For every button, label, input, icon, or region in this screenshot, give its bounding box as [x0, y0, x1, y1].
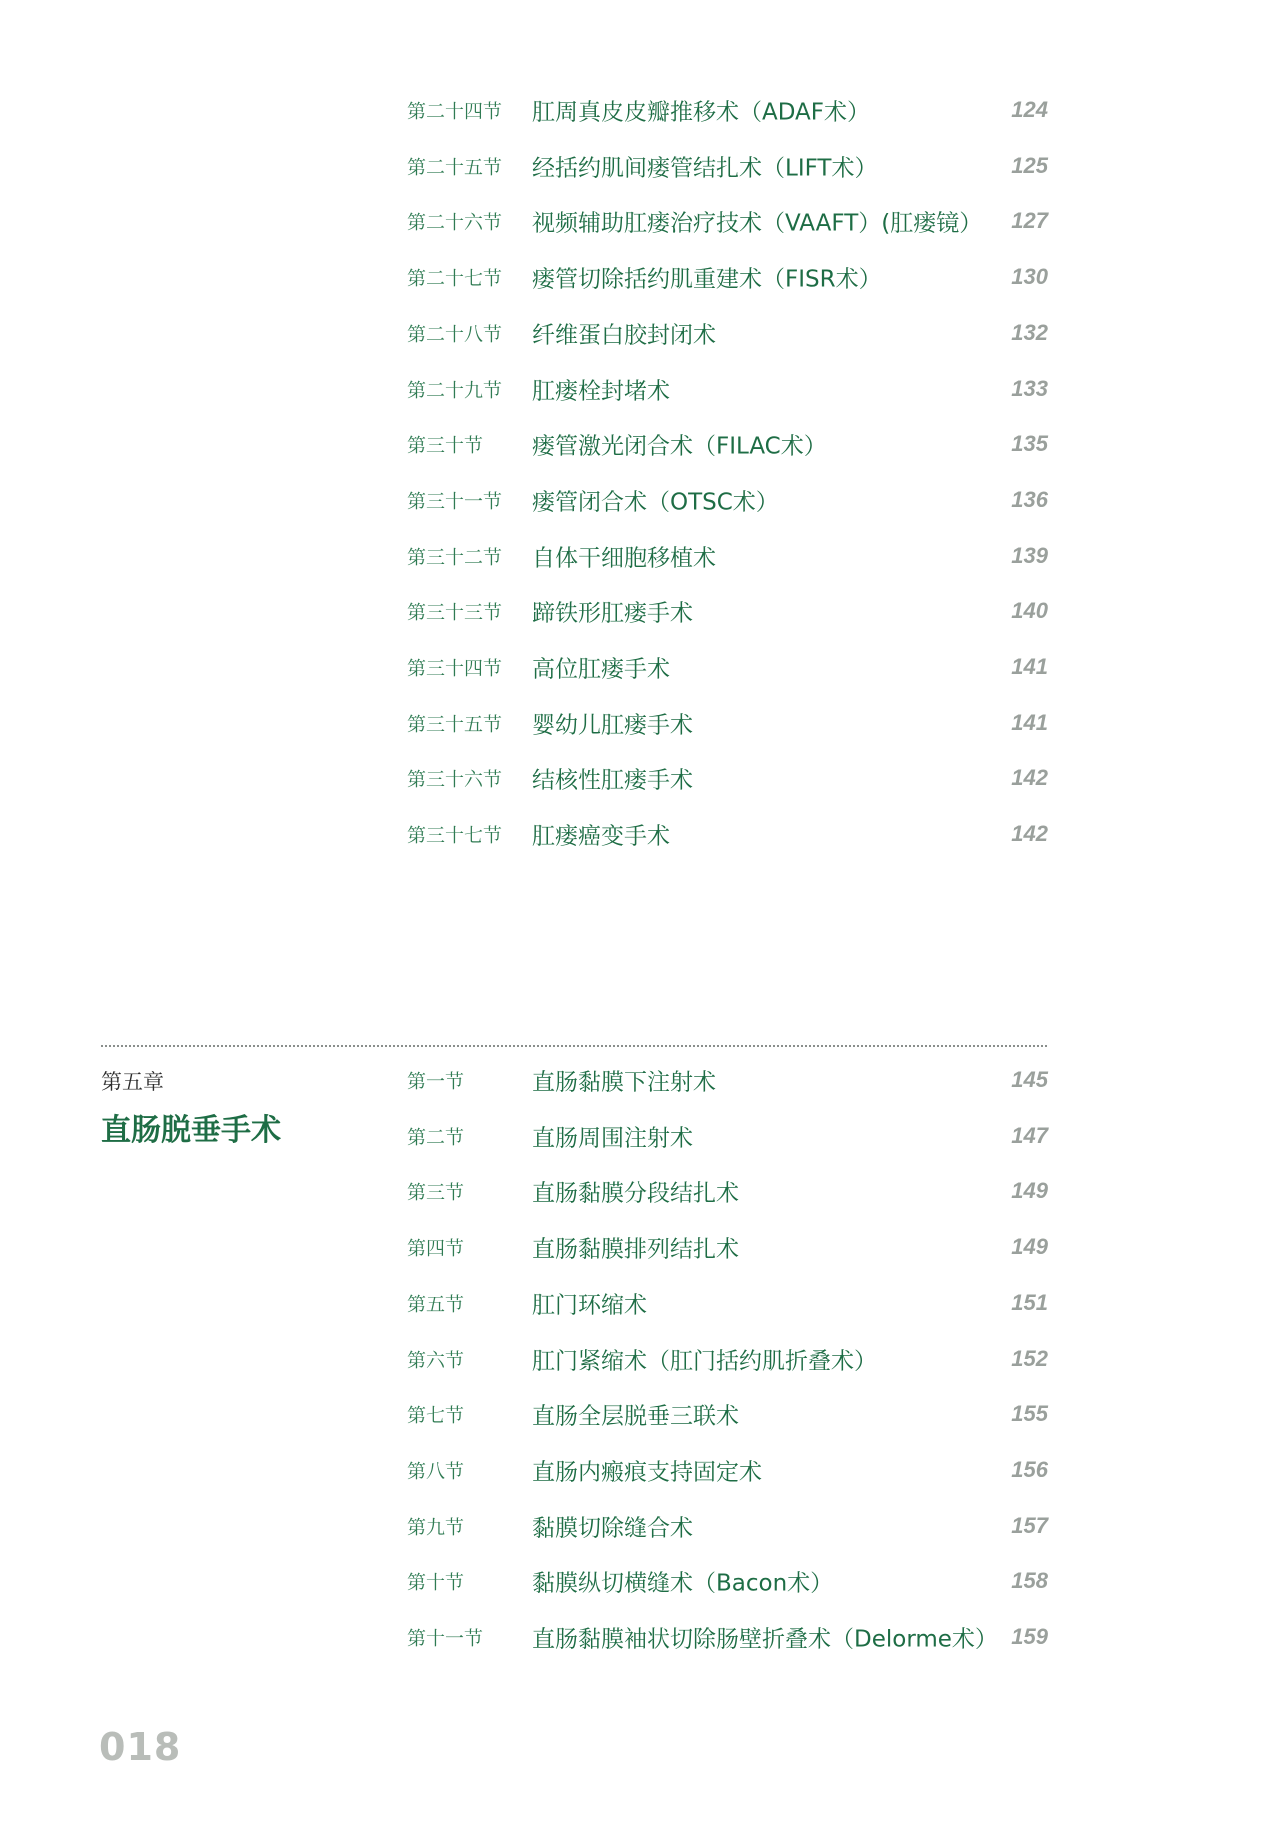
section-label: 第七节 — [407, 1404, 465, 1427]
toc-row[interactable] — [0, 472, 1280, 528]
toc-row[interactable] — [0, 1163, 1280, 1219]
toc-row[interactable] — [0, 639, 1280, 695]
section-title[interactable]: 瘘管闭合术（OTSC术） — [532, 489, 779, 516]
section-page-number: 149 — [1011, 1234, 1048, 1260]
section-page-number: 133 — [1011, 375, 1048, 401]
toc-row[interactable] — [0, 695, 1280, 751]
section-page-number: 142 — [1011, 821, 1048, 847]
toc-row[interactable] — [0, 750, 1280, 806]
toc-row[interactable] — [0, 193, 1280, 249]
section-label: 第一节 — [407, 1070, 465, 1093]
section-label: 第九节 — [407, 1516, 465, 1539]
toc-row[interactable] — [0, 528, 1280, 584]
section-title[interactable]: 视频辅助肛瘘治疗技术（VAAFT）(肛瘘镜） — [532, 210, 983, 237]
section-title[interactable]: 直肠黏膜排列结扎术 — [532, 1236, 739, 1263]
section-label: 第十节 — [407, 1571, 465, 1594]
toc-row[interactable] — [0, 1108, 1280, 1164]
toc-row[interactable] — [0, 806, 1280, 862]
section-label: 第十一节 — [407, 1627, 484, 1650]
section-label: 第六节 — [407, 1349, 465, 1371]
section-label: 第三十四节 — [407, 657, 503, 680]
toc-row[interactable] — [0, 249, 1280, 305]
toc-row[interactable] — [0, 1219, 1280, 1275]
section-title[interactable]: 肛瘘栓封堵术 — [532, 378, 670, 404]
section-label: 第三十一节 — [407, 490, 503, 513]
section-title[interactable]: 肛瘘癌变手术 — [532, 823, 670, 850]
section-label: 第二十四节 — [407, 100, 503, 123]
section-title[interactable]: 瘘管激光闭合术（FILAC术） — [532, 433, 827, 460]
section-page-number: 140 — [1011, 598, 1048, 624]
section-title[interactable]: 直肠全层脱垂三联术 — [532, 1403, 739, 1430]
section-label: 第五节 — [407, 1293, 465, 1316]
section-label: 第三十二节 — [407, 546, 503, 569]
section-title[interactable]: 纤维蛋白胶封闭术 — [532, 322, 716, 349]
page-number: 018 — [99, 1725, 182, 1769]
section-title[interactable]: 黏膜纵切横缝术（Bacon术） — [532, 1570, 834, 1597]
section-page-number: 149 — [1011, 1178, 1048, 1204]
section-page-number: 156 — [1011, 1456, 1048, 1482]
section-label: 第二十九节 — [407, 379, 503, 401]
section-title[interactable]: 直肠黏膜下注射术 — [532, 1069, 716, 1096]
section-page-number: 136 — [1011, 486, 1048, 512]
section-label: 第二十七节 — [407, 267, 503, 290]
section-page-number: 157 — [1011, 1512, 1048, 1538]
toc-row[interactable] — [0, 1442, 1280, 1498]
chapter-divider — [101, 1045, 1047, 1047]
section-title[interactable]: 自体干细胞移植术 — [532, 545, 716, 572]
section-title[interactable]: 肛门环缩术 — [532, 1292, 647, 1319]
toc-row[interactable] — [0, 82, 1280, 138]
section-title[interactable]: 直肠黏膜分段结扎术 — [532, 1180, 739, 1207]
toc-row[interactable] — [0, 416, 1280, 472]
section-page-number: 159 — [1011, 1624, 1048, 1649]
section-label: 第三十五节 — [407, 713, 503, 736]
toc-row[interactable] — [0, 583, 1280, 639]
section-page-number: 130 — [1011, 264, 1048, 290]
section-page-number: 127 — [1011, 208, 1048, 234]
toc-row[interactable] — [0, 1498, 1280, 1554]
section-label: 第三十三节 — [407, 601, 503, 624]
section-label: 第三十六节 — [407, 768, 503, 791]
toc-row[interactable] — [0, 361, 1280, 417]
section-page-number: 147 — [1011, 1122, 1048, 1148]
section-title[interactable]: 直肠黏膜袖状切除肠壁折叠术（Delorme术） — [532, 1626, 998, 1653]
section-label: 第二十五节 — [407, 156, 503, 179]
toc-row[interactable] — [0, 1386, 1280, 1442]
chapter-title: 直肠脱垂手术 — [101, 1113, 281, 1148]
section-label: 第三十七节 — [407, 824, 503, 847]
section-page-number: 141 — [1011, 709, 1048, 735]
section-page-number: 145 — [1011, 1067, 1048, 1092]
section-label: 第二节 — [407, 1126, 465, 1149]
section-label: 第二十六节 — [407, 211, 503, 234]
section-label: 第三十节 — [407, 434, 484, 457]
section-title[interactable]: 经括约肌间瘘管结扎术（LIFT术） — [532, 155, 878, 182]
section-title[interactable]: 蹄铁形肛瘘手术 — [532, 600, 693, 627]
section-label: 第四节 — [407, 1237, 465, 1260]
section-page-number: 141 — [1011, 654, 1048, 679]
section-title[interactable]: 结核性肛瘘手术 — [532, 767, 693, 794]
section-title[interactable]: 婴幼儿肛瘘手术 — [532, 712, 693, 739]
section-page-number: 125 — [1011, 152, 1048, 178]
section-title[interactable]: 肛门紧缩术（肛门括约肌折叠术） — [532, 1348, 877, 1374]
toc-row[interactable] — [0, 1609, 1280, 1665]
section-title[interactable]: 黏膜切除缝合术 — [532, 1515, 693, 1542]
section-label: 第二十八节 — [407, 323, 503, 346]
section-title[interactable]: 肛周真皮皮瓣推移术（ADAF术） — [532, 99, 871, 126]
toc-row[interactable] — [0, 1275, 1280, 1331]
section-page-number: 151 — [1011, 1289, 1048, 1315]
section-page-number: 158 — [1011, 1568, 1048, 1594]
section-title[interactable]: 高位肛瘘手术 — [532, 656, 670, 683]
section-page-number: 132 — [1011, 319, 1048, 345]
section-label: 第八节 — [407, 1460, 465, 1483]
section-page-number: 139 — [1011, 542, 1048, 568]
section-page-number: 142 — [1011, 765, 1048, 791]
section-page-number: 155 — [1011, 1401, 1048, 1427]
toc-row[interactable] — [0, 1331, 1280, 1387]
section-title[interactable]: 瘘管切除括约肌重建术（FISR术） — [532, 266, 882, 293]
section-page-number: 152 — [1011, 1345, 1048, 1371]
toc-row[interactable] — [0, 305, 1280, 361]
section-label: 第三节 — [407, 1181, 465, 1204]
section-title[interactable]: 直肠内瘢痕支持固定术 — [532, 1459, 762, 1486]
chapter-label: 第五章 — [101, 1070, 164, 1094]
toc-row[interactable] — [0, 1052, 1280, 1108]
section-page-number: 124 — [1011, 97, 1048, 122]
section-title[interactable]: 直肠周围注射术 — [532, 1125, 693, 1152]
toc-row[interactable] — [0, 138, 1280, 194]
toc-row[interactable] — [0, 1553, 1280, 1609]
section-page-number: 135 — [1011, 431, 1048, 457]
